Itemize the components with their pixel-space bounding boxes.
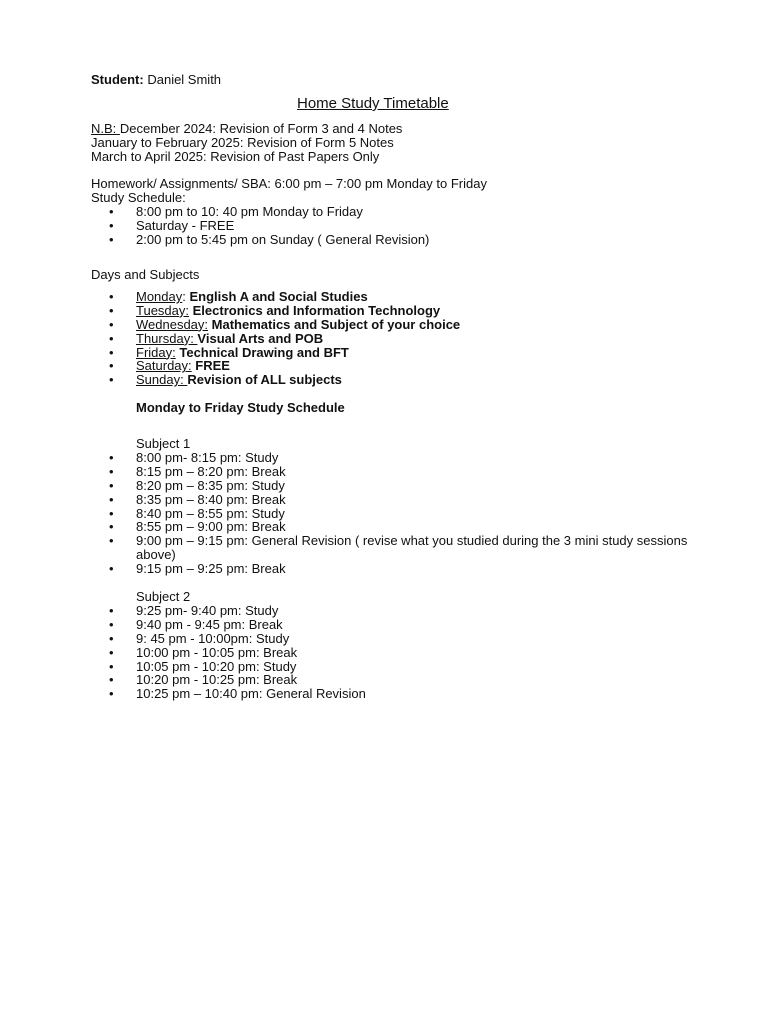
study-schedule-heading: Study Schedule:: [91, 190, 186, 205]
day-name: Friday:: [136, 344, 176, 360]
day-name: Thursday:: [136, 330, 198, 346]
day-item: [136, 332, 460, 346]
day-subjects: Mathematics and Subject of your choice: [211, 316, 461, 332]
list-item: • 10:20 pm - 10:25 pm: Break: [136, 673, 366, 687]
list-item: • Saturday - FREE: [136, 219, 429, 233]
nb-line: January to February 2025: Revision of Form 5 Notes: [91, 134, 394, 150]
document-title: Home Study Timetable: [297, 95, 449, 112]
list-item: • 8:00 pm to 10: 40 pm Monday to Friday: [136, 205, 429, 219]
list-item: • 10:05 pm - 10:20 pm: Study: [136, 660, 366, 674]
day-subjects: Revision of ALL subjects: [187, 372, 342, 388]
day-item: [136, 346, 460, 360]
list-item: • 9: 45 pm - 10:00pm: Study: [136, 632, 366, 646]
day-item: [136, 304, 460, 318]
subject1-list: [136, 451, 696, 576]
homework-line: Homework/ Assignments/ SBA: 6:00 pm – 7:00 pm Monday to Friday: [91, 176, 487, 191]
student-line: [91, 73, 221, 87]
day-item: [136, 318, 460, 332]
nb-block: [91, 122, 402, 164]
day-subjects: Technical Drawing and BFT: [179, 344, 349, 360]
weekday-schedule-heading: Monday to Friday Study Schedule: [136, 400, 345, 415]
day-item: [136, 373, 460, 387]
day-name: Sunday:: [136, 372, 188, 388]
day-subjects: Electronics and Information Technology: [192, 302, 441, 318]
list-item: • 8:00 pm- 8:15 pm: Study: [136, 451, 696, 465]
day-item: • Monday: English A and Social Studies: [136, 290, 460, 304]
days-heading: Days and Subjects: [91, 267, 200, 282]
list-item: • 8:35 pm – 8:40 pm: Break: [136, 493, 696, 507]
nb-line: March to April 2025: Revision of Past Papers Only: [91, 148, 380, 164]
subject1-label: Subject 1: [136, 436, 191, 451]
day-item: [136, 359, 460, 373]
days-list: [136, 290, 460, 387]
list-item: • 9:00 pm – 9:15 pm: General Revision ( revise what you studied during the 3 mini study sessions above): [136, 534, 696, 562]
list-item: • 10:00 pm - 10:05 pm: Break: [136, 646, 366, 660]
day-name: Saturday:: [136, 358, 192, 374]
subject2-label: Subject 2: [136, 589, 191, 604]
list-item: • 8:55 pm – 9:00 pm: Break: [136, 520, 696, 534]
list-item: • 2:00 pm to 5:45 pm on Sunday ( General Revision): [136, 233, 429, 247]
list-item: • 10:25 pm – 10:40 pm: General Revision: [136, 687, 366, 701]
study-schedule-list: [136, 205, 429, 247]
list-item: • 9:25 pm- 9:40 pm: Study: [136, 604, 366, 618]
student-name: Daniel Smith: [147, 72, 222, 87]
list-item: • 9:40 pm - 9:45 pm: Break: [136, 618, 366, 632]
list-item: • 8:40 pm – 8:55 pm: Study: [136, 507, 696, 521]
list-item: • 9:15 pm – 9:25 pm: Break: [136, 562, 696, 576]
nb-line: December 2024: Revision of Form 3 and 4 Notes: [119, 121, 403, 136]
list-item: • 8:20 pm – 8:35 pm: Study: [136, 479, 696, 493]
day-name: Monday: [136, 289, 183, 304]
day-subjects: FREE: [195, 358, 230, 374]
day-name: Tuesday:: [136, 302, 189, 318]
day-name: Wednesday:: [136, 316, 209, 332]
day-subjects: English A and Social Studies: [189, 289, 368, 304]
nb-label: N.B:: [91, 121, 120, 136]
subject2-list: [136, 604, 366, 701]
student-label: Student:: [91, 72, 144, 87]
list-item: • 8:15 pm – 8:20 pm: Break: [136, 465, 696, 479]
day-subjects: Visual Arts and POB: [197, 330, 324, 346]
